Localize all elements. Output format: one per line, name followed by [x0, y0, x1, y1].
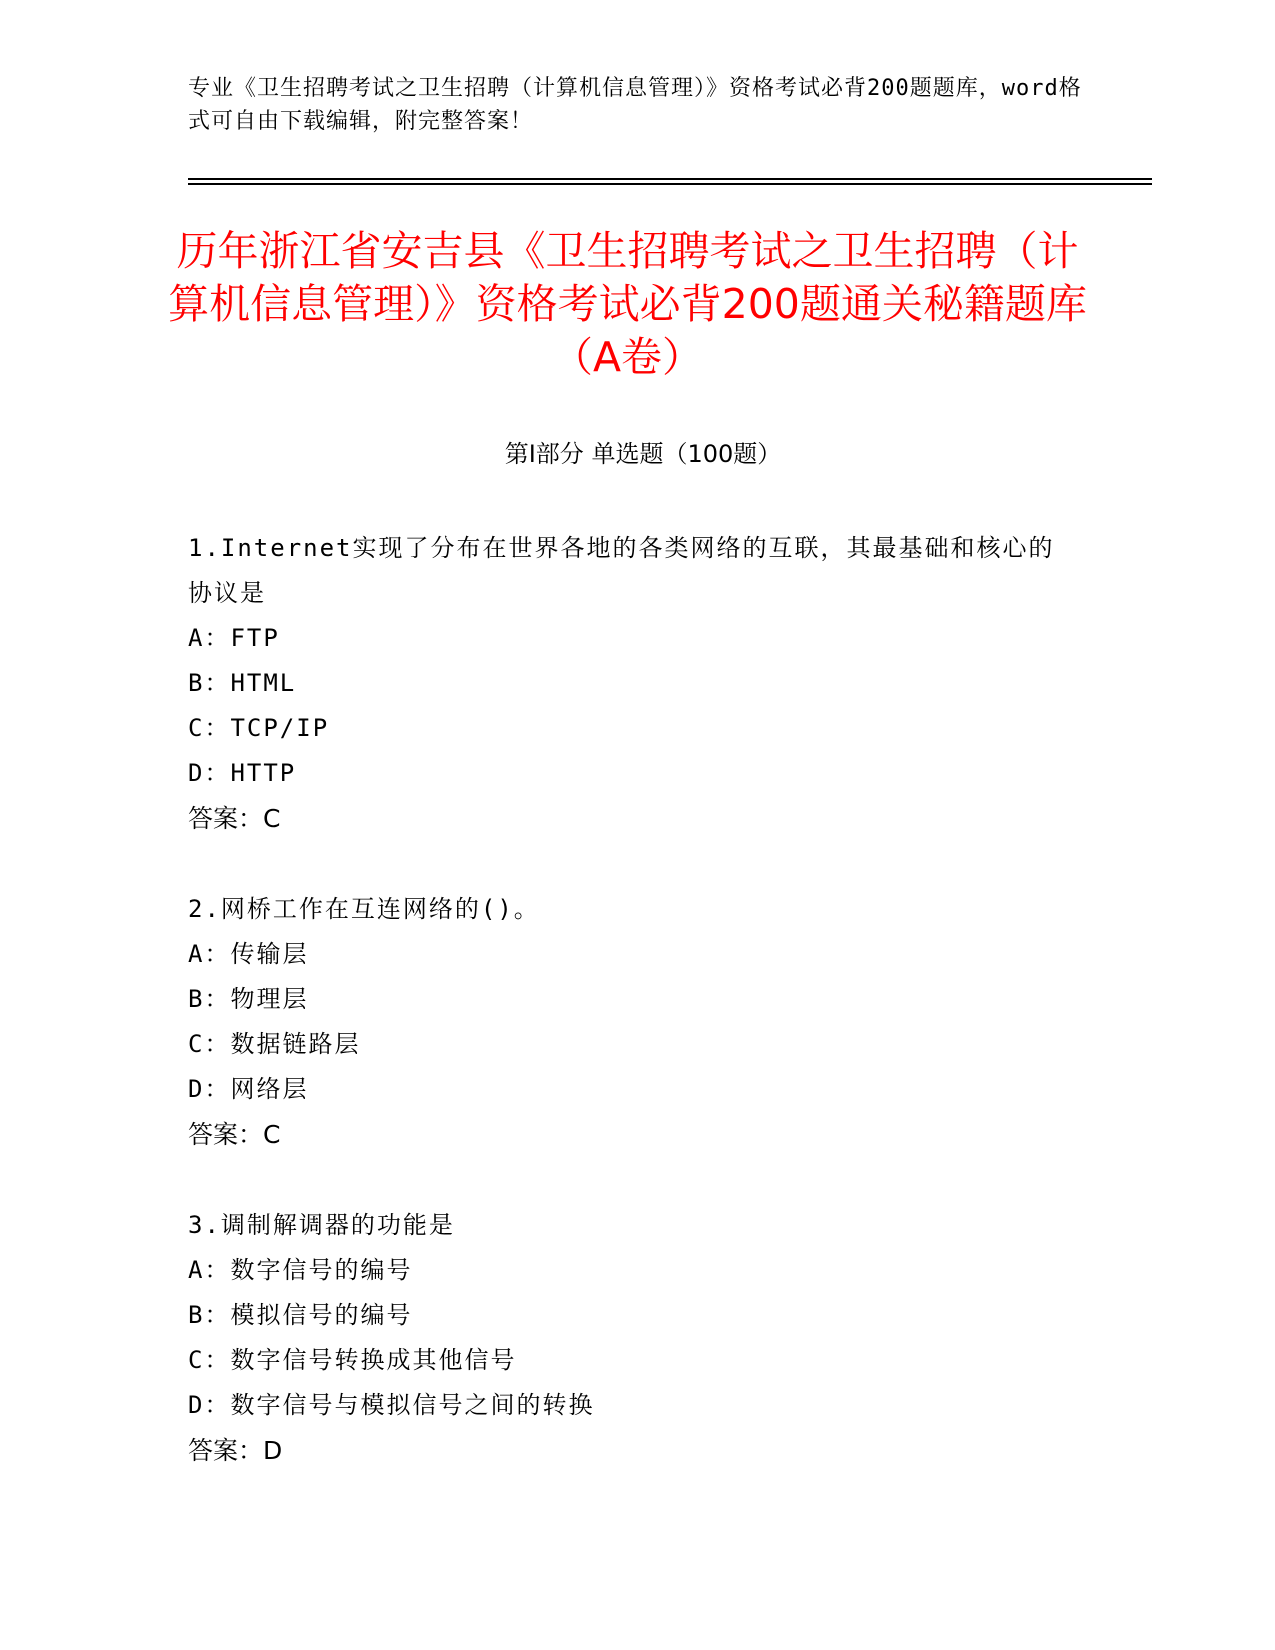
question-stem: 3.调制解调器的功能是: [188, 1211, 455, 1239]
question-3: [188, 1203, 1078, 1473]
option-d: D：网络层: [188, 1075, 309, 1103]
option-a: A：FTP: [188, 624, 280, 652]
answer: 答案：D: [188, 1436, 283, 1465]
option-c: C：数据链路层: [188, 1030, 361, 1058]
option-a: A：数字信号的编号: [188, 1256, 413, 1284]
option-c: C：TCP/IP: [188, 714, 330, 742]
option-b: B：HTML: [188, 669, 297, 697]
option-b: B：模拟信号的编号: [188, 1301, 413, 1329]
header-divider-top: [188, 178, 1152, 180]
option-a: A：传输层: [188, 940, 309, 968]
question-list: [188, 526, 1078, 1519]
document-title: 历年浙江省安吉县《卫生招聘考试之卫生招聘（计算机信息管理）》资格考试必背200题通关秘籍题库（A卷）: [168, 227, 1087, 381]
header-note: 专业《卫生招聘考试之卫生招聘（计算机信息管理）》资格考试必背200题题库，word格式可自由下载编辑，附完整答案！: [188, 76, 1082, 134]
answer: 答案：C: [188, 804, 281, 833]
question-1: [188, 526, 1078, 841]
question-stem: 1.Internet实现了分布在世界各地的各类网络的互联，其最基础和核心的协议是: [188, 534, 1055, 607]
answer: 答案：C: [188, 1120, 281, 1149]
section-title: 第I部分 单选题（100题）: [504, 440, 782, 468]
option-d: D：HTTP: [188, 759, 297, 787]
question-stem: 2.网桥工作在互连网络的()。: [188, 895, 540, 923]
option-c: C：数字信号转换成其他信号: [188, 1346, 517, 1374]
question-2: [188, 887, 1078, 1157]
header-divider-bottom: [188, 183, 1152, 185]
option-b: B：物理层: [188, 985, 309, 1013]
option-d: D：数字信号与模拟信号之间的转换: [188, 1391, 595, 1419]
